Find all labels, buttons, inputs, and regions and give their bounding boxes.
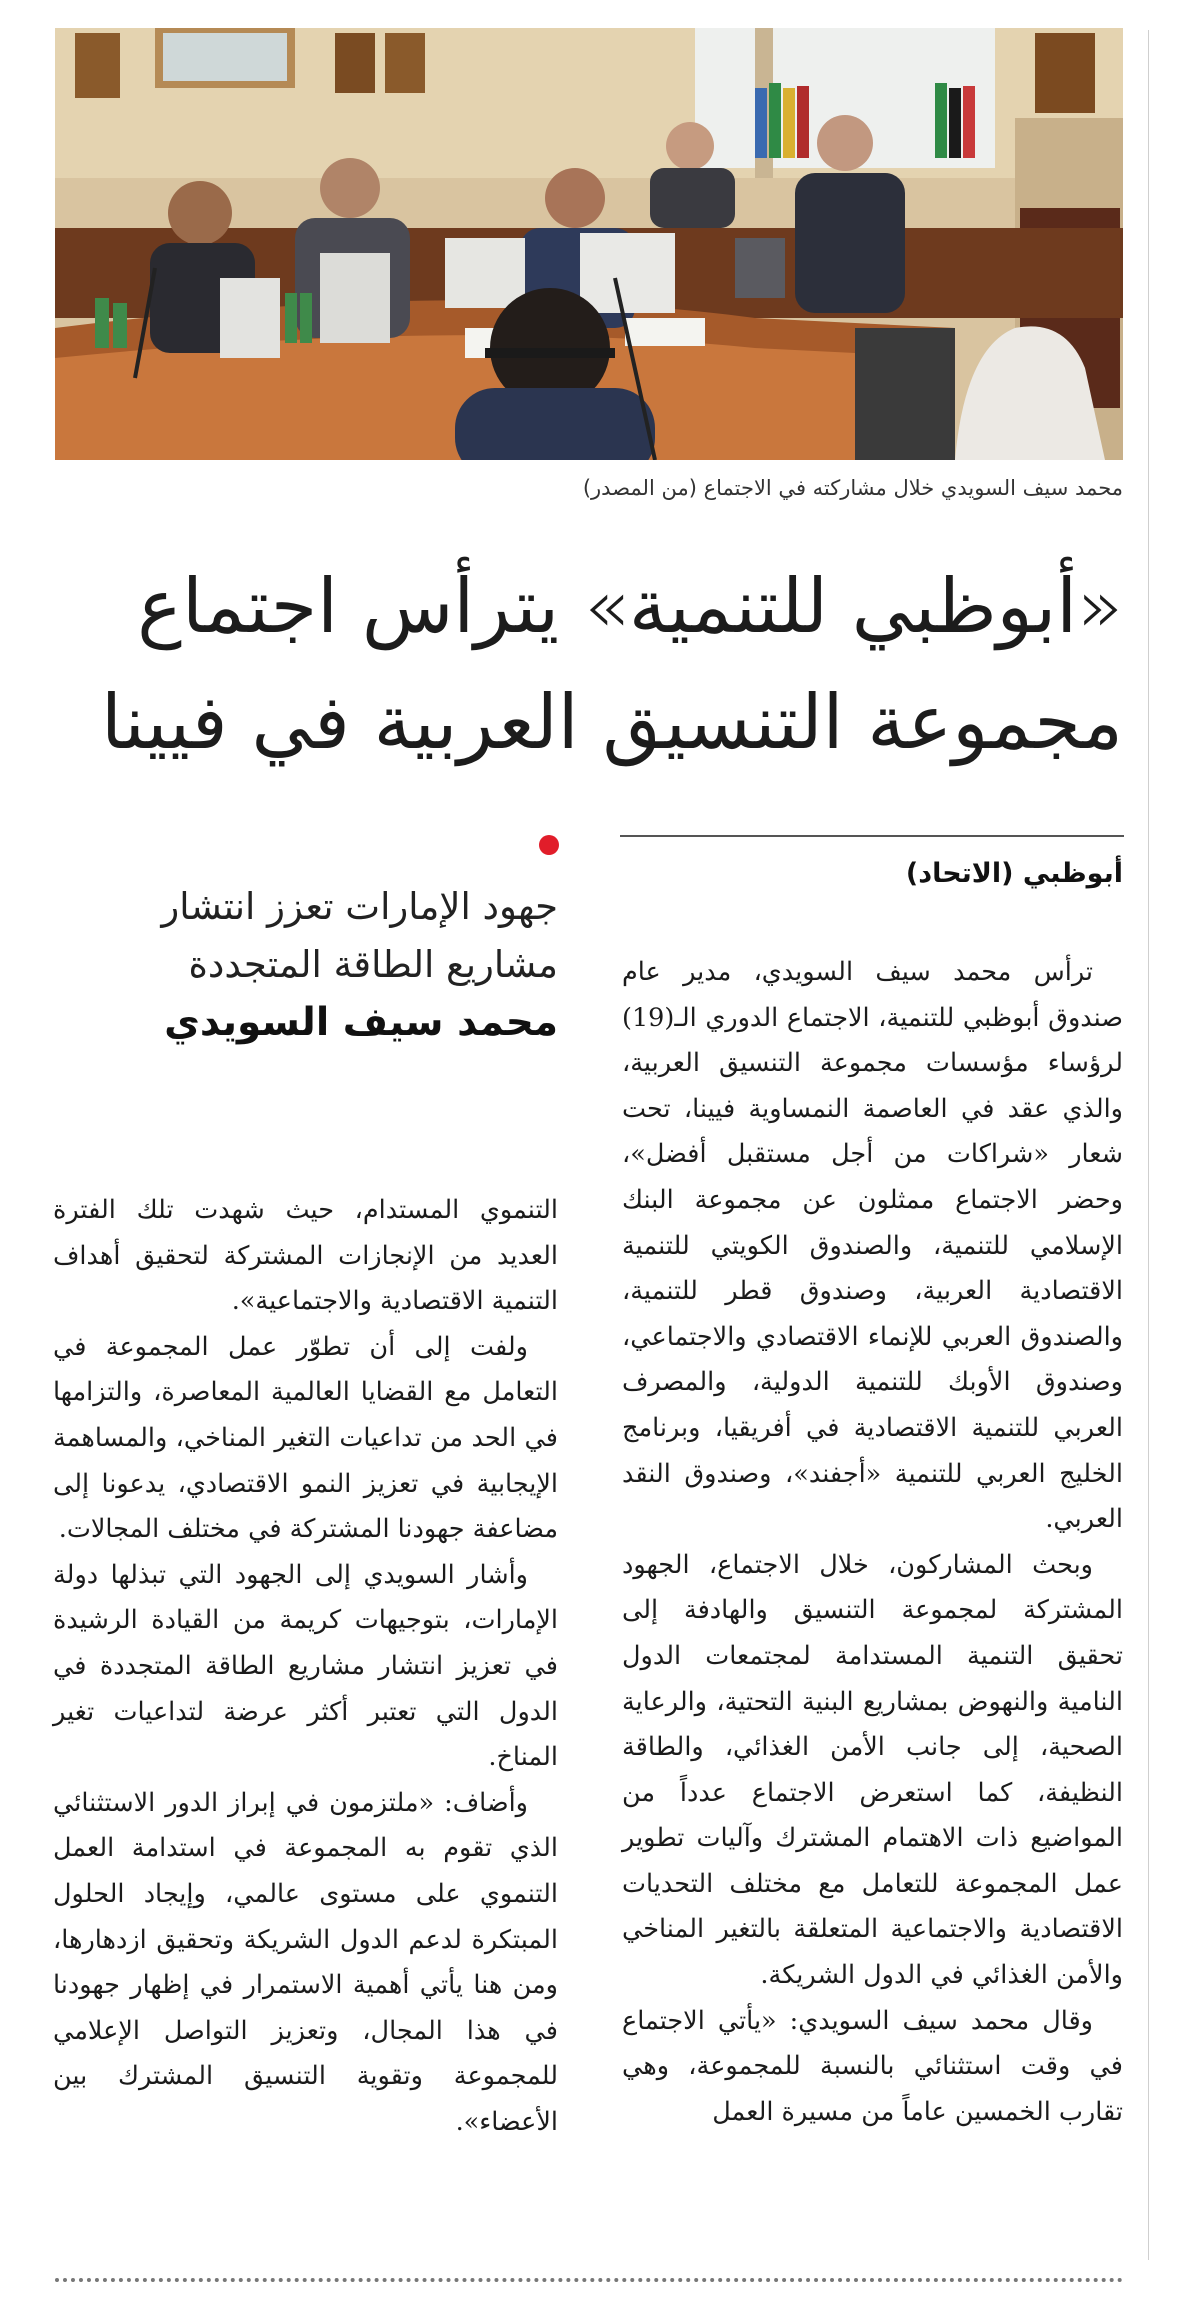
paragraph: وقال محمد سيف السويدي: «يأتي الاجتماع في وقت استثنائي بالنسبة للمجموعة، وهي تقارب الخمسين عاماً من مسيرة العمل [622, 2005, 1123, 2127]
column-divider [1148, 30, 1149, 2260]
paragraph: التنموي المستدام، حيث شهدت تلك الفترة العديد من الإنجازات المشتركة لتحقيق أهداف التنمية الاقتصادية والاجتماعية». [53, 1195, 558, 1317]
pull-quote-author: محمد سيف السويدي [164, 1000, 558, 1045]
red-bullet-dot [539, 835, 559, 855]
headline-line-1: «أبوظبي للتنمية» يترأس اجتماع [137, 562, 1123, 650]
meeting-photo [55, 28, 1123, 460]
paragraph: وأضاف: «ملتزمون في إبراز الدور الاستثنائي الذي تقوم به المجموعة في استدامة العمل التنموي على مستوى عالمي، وإيجاد الحلول المبتكرة لدعم الدول الشريكة وتحقيق ازدهارها، ومن هنا يأتي أهمية الاستمرار في إظهار جهودنا في هذا المجال، وتعزيز التواصل الإعلامي للمجموعة وتقوية التنسيق المشترك بين الأعضاء». [53, 1787, 558, 2137]
pull-quote-line-2: مشاريع الطاقة المتجددة [188, 943, 558, 986]
byline: أبوظبي (الاتحاد) [905, 858, 1123, 889]
headline [43, 548, 1123, 780]
paragraph: ترأس محمد سيف السويدي، مدير عام صندوق أبوظبي للتنمية، الاجتماع الدوري الـ(19) لرؤساء مؤسسات مجموعة التنسيق العربية، والذي عقد في العاصمة النمساوية فيينا، تحت شعار «شراكات من أجل مستقبل أفضل»، وحضر الاجتماع ممثلون عن مجموعة البنك الإسلامي للتنمية، والصندوق الكويتي للتنمية الاقتصادية العربية، وصندوق قطر للتنمية، والصندوق العربي للإنماء الاقتصادي والاجتماعي، وصندوق الأوبك للتنمية الدولية، والمصرف العربي للتنمية الاقتصادية في أفريقيا، وبرنامج الخليج العربي للتنمية «أجفند»، وصندوق النقد العربي. [622, 957, 1123, 1535]
article-column-left [53, 1188, 558, 2145]
paragraph: وأشار السويدي إلى الجهود التي تبذلها دولة الإمارات، بتوجيهات كريمة من القيادة الرشيدة في تعزيز انتشار مشاريع الطاقة المتجددة في الدول التي تعتبر أكثر عرضة لتداعيات تغير المناخ. [53, 1559, 558, 1773]
headline-line-2: مجموعة التنسيق العربية في فيينا [101, 678, 1123, 766]
article-column-right [622, 950, 1123, 2135]
page-bottom-dotted-rule [55, 2278, 1123, 2282]
photo-caption: محمد سيف السويدي خلال مشاركته في الاجتماع (من المصدر) [582, 476, 1123, 500]
paragraph: ولفت إلى أن تطوّر عمل المجموعة في التعامل مع القضايا العالمية المعاصرة، والتزامها في الحد من تداعيات التغير المناخي، والمساهمة الإيجابية في تعزيز النمو الاقتصادي، يدعونا إلى مضاعفة جهودنا المشتركة في مختلف المجالات. [53, 1331, 558, 1545]
pull-quote [38, 878, 558, 1052]
pull-quote-line-1: جهود الإمارات تعزز انتشار [161, 885, 558, 928]
paragraph: وبحث المشاركون، خلال الاجتماع، الجهود المشتركة لمجموعة التنسيق والهادفة إلى تحقيق التنمية المستدامة لمجتمعات الدول النامية والنهوض بمشاريع البنية التحتية، والرعاية الصحية، إلى جانب الأمن الغذائي، والطاقة النظيفة، كما استعرض الاجتماع عدداً من المواضيع ذات الاهتمام المشترك وآليات تطوير عمل المجموعة للتعامل مع مختلف التحديات الاقتصادية والاجتماعية المتعلقة بالتغير المناخي والأمن الغذائي في الدول الشريكة. [622, 1549, 1123, 1991]
byline-rule [620, 835, 1124, 837]
